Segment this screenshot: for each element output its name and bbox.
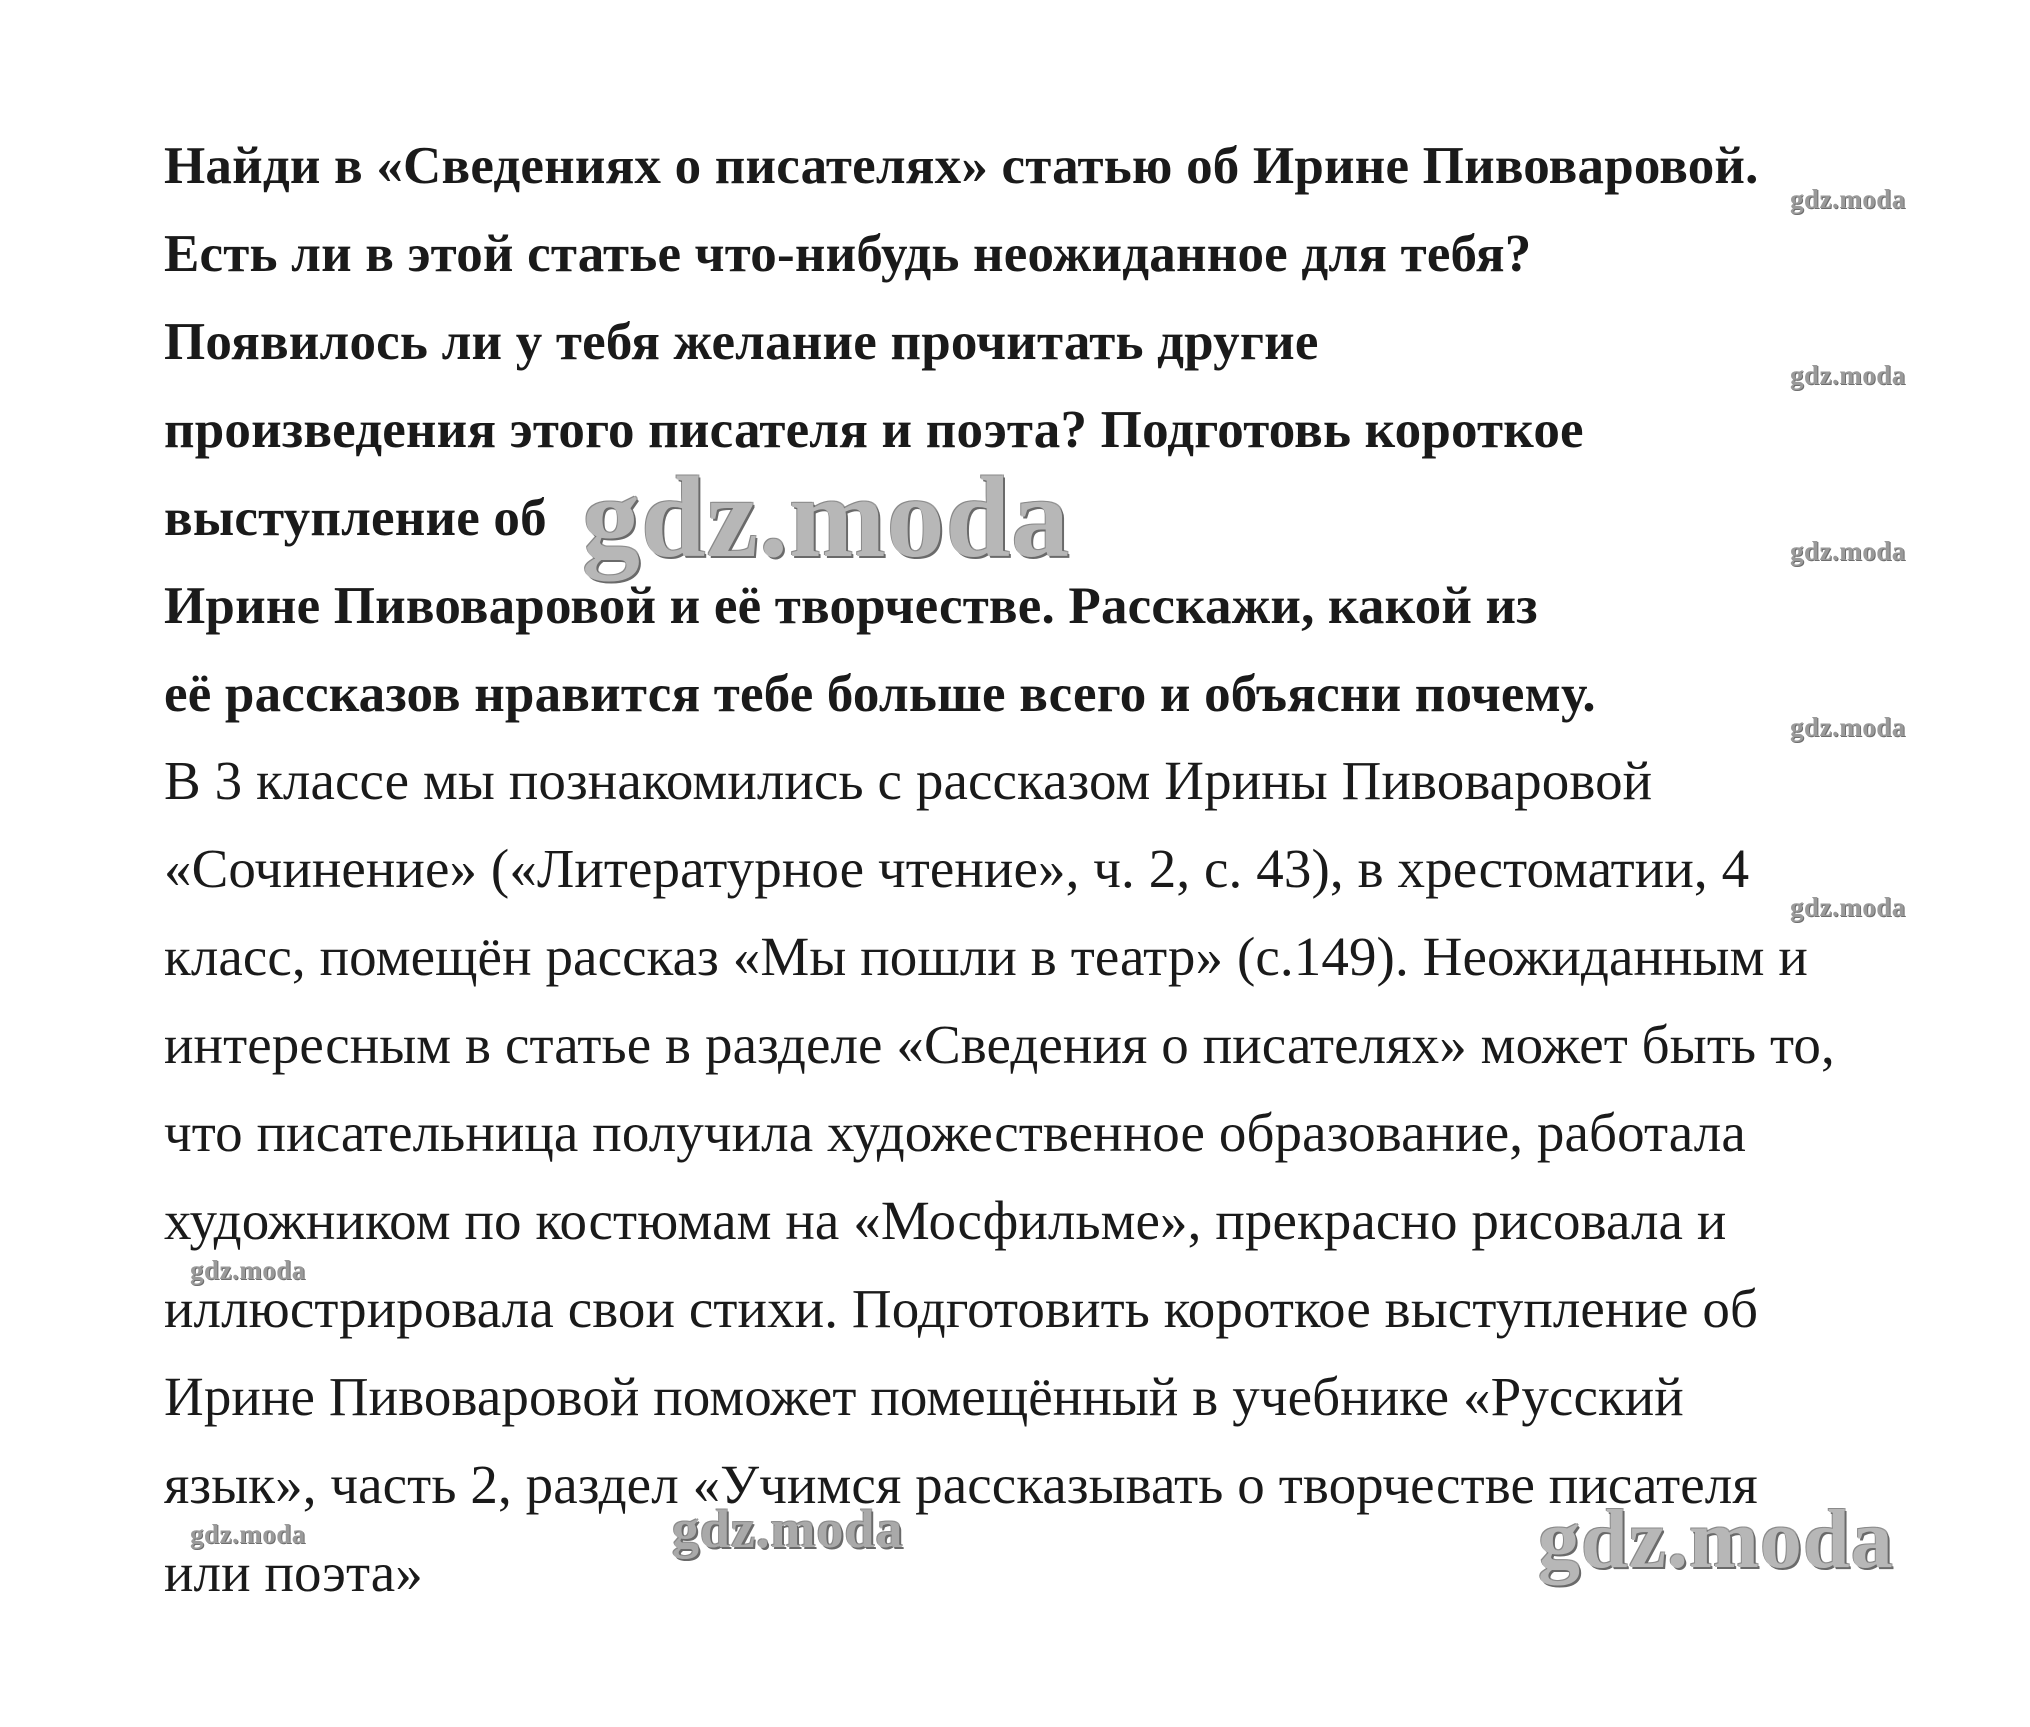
watermark: gdz.moda — [1790, 184, 1906, 214]
watermark: gdz.moda — [1790, 360, 1906, 390]
watermark-medium: gdz.moda — [672, 1499, 904, 1559]
watermark: gdz.moda — [1790, 892, 1906, 922]
watermark: gdz.moda — [1790, 536, 1906, 566]
question-line: выступление об — [164, 489, 547, 547]
answer-line: язык», часть 2, раздел «Учимся рассказывать о творчестве писателя — [164, 1454, 1758, 1515]
watermark-large: gdz.moda — [1538, 1493, 1894, 1586]
watermark-large: gdz.moda — [582, 454, 1071, 582]
watermark: gdz.moda — [1790, 712, 1906, 742]
answer-line: В 3 классе мы познакомились с рассказом Ирины Пивоваровой — [164, 750, 1653, 811]
answer-line: художником по костюмам на «Мосфильме», прекрасно рисовала и — [164, 1190, 1727, 1251]
answer-line: иллюстрировала свои стихи. Подготовить короткое выступление об — [164, 1278, 1759, 1339]
question-line: Найди в «Сведениях о писателях» статью об Ирине Пивоваровой. — [164, 137, 1759, 195]
question-line: её рассказов нравится тебе больше всего и объясни почему. — [164, 665, 1596, 723]
answer-line: «Сочинение» («Литературное чтение», ч. 2, с. 43), в хрестоматии, 4 — [164, 838, 1750, 899]
answer-line: Ирине Пивоваровой поможет помещённый в учебнике «Русский — [164, 1366, 1684, 1427]
question-line: Ирине Пивоваровой и её творчестве. Расскажи, какой из — [164, 577, 1538, 635]
answer-line: или поэта» — [164, 1542, 423, 1603]
answer-line: что писательница получила художественное образование, работала — [164, 1102, 1746, 1163]
answer-line: интересным в статье в разделе «Сведения о писателях» может быть то, — [164, 1014, 1835, 1075]
watermark: gdz.moda — [190, 1255, 306, 1285]
question-line: произведения этого писателя и поэта? Подготовь короткое — [164, 401, 1584, 459]
answer-line: класс, помещён рассказ «Мы пошли в театр» (с.149). Неожиданным и — [164, 926, 1808, 987]
question-line: Есть ли в этой статье что-нибудь неожиданное для тебя? — [164, 225, 1532, 283]
question-line: Появилось ли у тебя желание прочитать другие — [164, 313, 1319, 371]
watermark: gdz.moda — [190, 1519, 306, 1549]
